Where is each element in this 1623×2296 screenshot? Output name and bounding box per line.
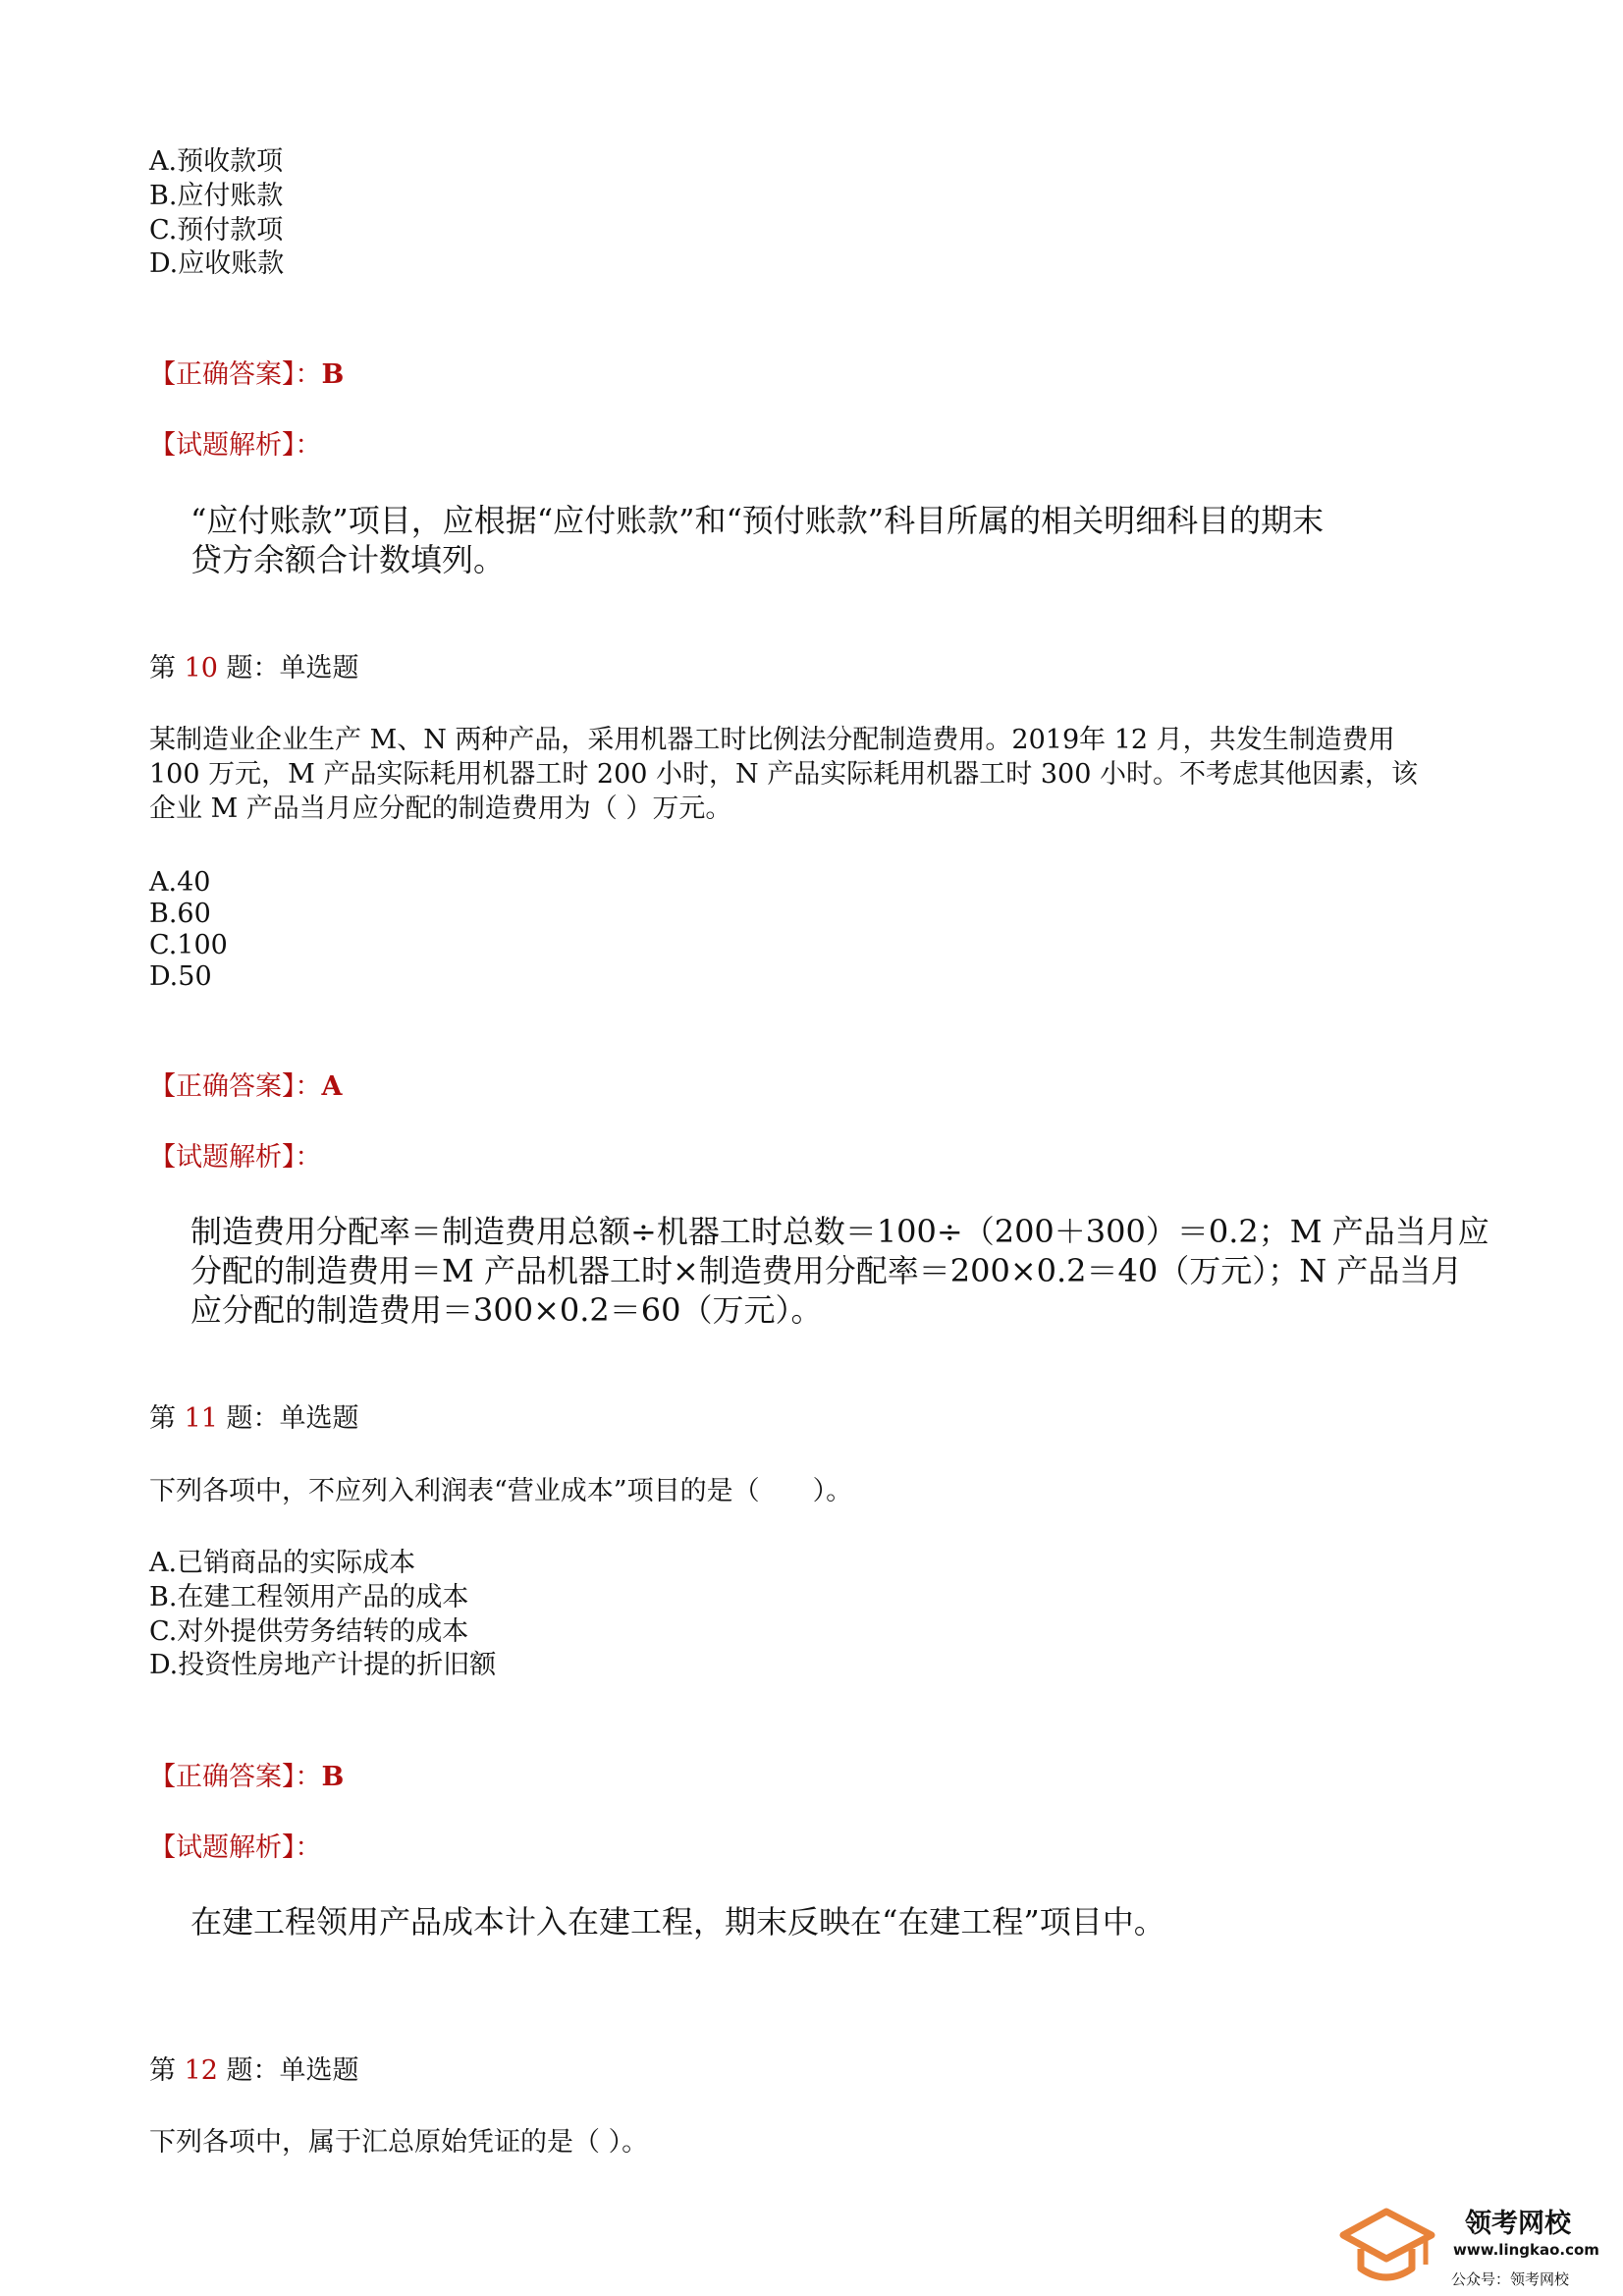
analysis-label: 【试题解析】： <box>149 430 322 461</box>
answer-row <box>149 358 344 392</box>
question-stem-line: 企业 M 产品当月应分配的制造费用为（ ）万元。 <box>149 793 732 824</box>
question-stem-line: 下列各项中，属于汇总原始凭证的是（ ）。 <box>149 2127 649 2158</box>
answer-value: A <box>321 1071 343 1102</box>
option-a: A.已销商品的实际成本 <box>149 1548 416 1578</box>
question-stem-line: 100 万元，M 产品实际耗用机器工时 200 小时，N 产品实际耗用机器工时 300 小时。不考虑其他因素，该 <box>149 759 1418 790</box>
answer-label: 【正确答案】： <box>149 359 322 390</box>
analysis-line: 分配的制造费用＝M 产品机器工时×制造费用分配率＝200×0.2＝40（万元）；N 产品当月 <box>190 1252 1463 1289</box>
option-b: B.60 <box>149 899 211 929</box>
option-c: C.预付款项 <box>149 215 284 246</box>
answer-row <box>149 1761 344 1794</box>
question-title-suffix: 题：单选题 <box>226 1403 359 1434</box>
question-title-suffix: 题：单选题 <box>226 2055 359 2086</box>
question-title-prefix: 第 <box>149 653 176 683</box>
logo-url: www.lingkao.com <box>1453 2241 1599 2259</box>
logo-name: 领考网校 <box>1465 2209 1571 2239</box>
answer-label: 【正确答案】： <box>149 1762 322 1792</box>
question-title-suffix: 题：单选题 <box>226 653 359 683</box>
question-number: 10 <box>184 653 218 683</box>
question-title <box>149 652 359 685</box>
option-a: A.预收款项 <box>149 146 284 177</box>
analysis-line: 在建工程领用产品成本计入在建工程，期末反映在“在建工程”项目中。 <box>190 1903 1165 1941</box>
option-d: D.应收账款 <box>149 248 285 279</box>
answer-value: B <box>321 1762 345 1792</box>
option-a: A.40 <box>149 867 211 898</box>
analysis-label: 【试题解析】： <box>149 1142 322 1173</box>
option-c: C.对外提供劳务结转的成本 <box>149 1616 469 1647</box>
analysis-line: 制造费用分配率＝制造费用总额÷机器工时总数＝100÷（200＋300）＝0.2；M 产品当月应 <box>190 1213 1489 1250</box>
graduation-cap-icon <box>1335 2200 1443 2290</box>
question-stem-line: 下列各项中，不应列入利润表“营业成本”项目的是（ ）。 <box>149 1476 853 1506</box>
option-d: D.投资性房地产计提的折旧额 <box>149 1650 497 1680</box>
analysis-line: 应分配的制造费用＝300×0.2＝60（万元）。 <box>190 1291 823 1329</box>
question-title <box>149 2054 359 2088</box>
question-stem-line: 某制造业企业生产 M、N 两种产品，采用机器工时比例法分配制造费用。2019年 12 月，共发生制造费用 <box>149 725 1395 755</box>
option-c: C.100 <box>149 930 228 960</box>
analysis-line: 贷方余额合计数填列。 <box>190 541 506 578</box>
question-number: 12 <box>184 2055 218 2086</box>
logo <box>1335 2200 1600 2293</box>
answer-label: 【正确答案】： <box>149 1071 322 1102</box>
analysis-label: 【试题解析】： <box>149 1832 322 1863</box>
question-number: 11 <box>184 1403 218 1434</box>
option-b: B.应付账款 <box>149 181 284 211</box>
answer-row <box>149 1070 342 1104</box>
analysis-line: “应付账款”项目，应根据“应付账款”和“预付账款”科目所属的相关明细科目的期末 <box>190 502 1325 539</box>
option-b: B.在建工程领用产品的成本 <box>149 1582 469 1613</box>
question-title-prefix: 第 <box>149 2055 176 2086</box>
question-title <box>149 1402 359 1436</box>
answer-value: B <box>321 359 345 390</box>
option-d: D.50 <box>149 961 212 992</box>
question-title-prefix: 第 <box>149 1403 176 1434</box>
logo-wechat: 公众号：领考网校 <box>1451 2270 1570 2288</box>
